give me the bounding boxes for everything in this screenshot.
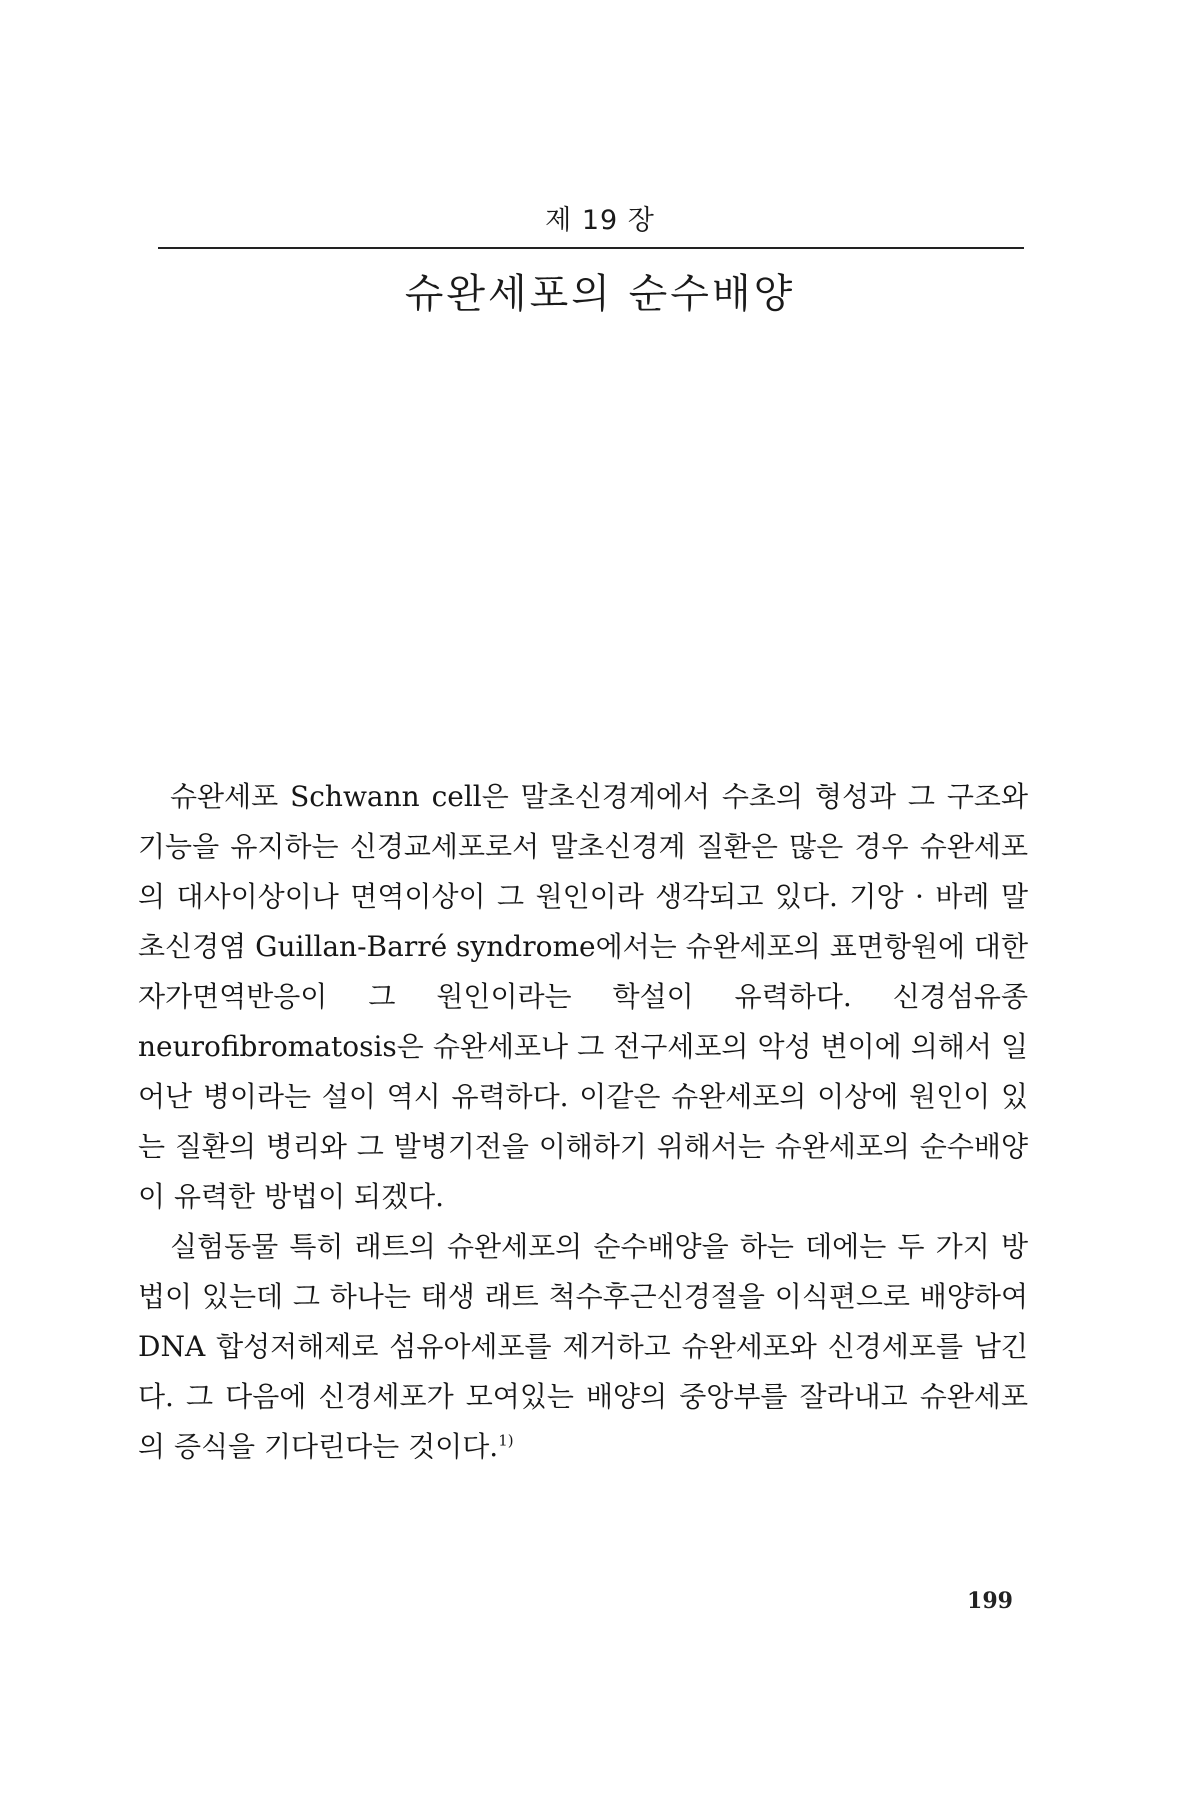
body-text [138,772,1028,1472]
page-number: 199 [967,1588,1013,1614]
paragraph-text: 슈완세포 Schwann cell은 말초신경계에서 수초의 형성과 그 구조와 기능을 유지하는 신경교세포로서 말초신경계 질환은 많은 경우 슈완세포의 대사이상이나 면역이상이 그 원인이라 생각되고 있다. 기앙 · 바레 말초신경염 Guillan-Barré syndrome에서는 슈완세포의 표면항원에 대한 자가면역반응이 그 원인이라는 학설이 유력하다. 신경섬유종 neurofibromatosis은 슈완세포나 그 전구세포의 악성 변이에 의해서 일어난 병이라는 설이 역시 유력하다. 이같은 슈완세포의 이상에 원인이 있는 질환의 병리와 그 발병기전을 이해하기 위해서는 슈완세포의 순수배양이 유력한 방법이 되겠다. [138,780,1028,1213]
paragraph [138,772,1028,1222]
chapter-number: 제 19 장 [545,205,655,236]
footnote-reference: 1) [498,1431,514,1450]
paragraph [138,1222,1028,1472]
chapter-title: 슈완세포의 순수배양 [404,271,796,317]
title-divider [158,247,1024,249]
paragraph-text: 실험동물 특히 래트의 슈완세포의 순수배양을 하는 데에는 두 가지 방법이 있는데 그 하나는 태생 래트 척수후근신경절을 이식편으로 배양하여 DNA 합성저해제로 섬유아세포를 제거하고 슈완세포와 신경세포를 남긴다. 그 다음에 신경세포가 모여있는 배양의 중앙부를 잘라내고 슈완세포의 증식을 기다린다는 것이다. [138,1230,1028,1463]
